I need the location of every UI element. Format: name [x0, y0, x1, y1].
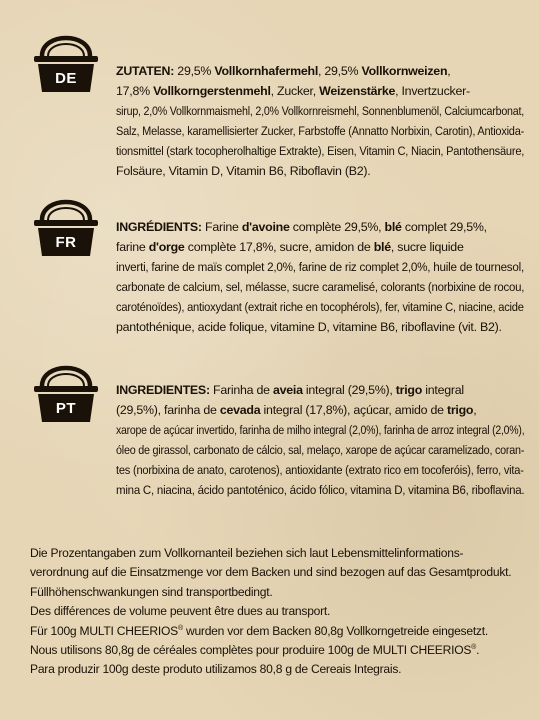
basket-icon-pt [30, 356, 102, 424]
text: 29,5% [174, 64, 215, 78]
text: tes (norbixina de anato, carotenos), antioxidante (extrato rico em tocoferóis), ferro, vita- [116, 463, 524, 477]
ingredient-line [116, 101, 524, 121]
ingredient-line [116, 317, 524, 337]
basket-icon-fr [30, 190, 102, 258]
ingredient-line [116, 257, 525, 277]
text: tionsmittel (stark tocopherolhaltige Extrakte), Eisen, Vitamin C, Niacin, Pantothensäure, [116, 144, 525, 158]
bold-text: Vollkorngerstenmehl [153, 84, 271, 98]
text: (29,5%), farinha de [116, 403, 220, 417]
text: integral (17,8%), açúcar, amido de [260, 403, 447, 417]
text: carbonate de calcium, sel, mélasse, sucre caramelisé, colorants (norbixine de rocou, [116, 280, 525, 294]
text: Salz, Melasse, karamellisierter Zucker, Farbstoffe (Annatto Norbixin, Carotin), Antioxida- [116, 124, 525, 138]
bold-text: INGRÉDIENTS: [116, 220, 202, 234]
basket-icon-de [30, 26, 102, 94]
bold-text: d'orge [148, 240, 185, 254]
ingredient-line [116, 420, 525, 440]
text: inverti, farine de maïs complet 2,0%, farine de riz complet 2,0%, huile de tournesol, [116, 260, 525, 274]
footer-line: Para produzir 100g deste produto utilizamos 80,8 g de Cereais Integrais. [30, 662, 402, 677]
text: , [473, 403, 477, 417]
bold-text: cevada [219, 403, 261, 417]
bold-text: ZUTATEN: [116, 64, 175, 78]
footer-line: Des différences de volume peuvent être dues au transport. [30, 604, 331, 619]
bold-text: blé [384, 220, 402, 234]
ingredient-line [116, 380, 524, 400]
ingredient-line [116, 121, 525, 141]
language-code: DE [55, 70, 77, 87]
bold-text: aveia [272, 383, 303, 397]
text: complète 29,5%, [289, 220, 385, 234]
ingredient-line [116, 277, 525, 297]
ingredient-line [116, 217, 524, 237]
language-code: PT [55, 400, 77, 417]
ingredient-line [116, 440, 525, 460]
ingredients-pt [116, 380, 524, 500]
ingredient-line [116, 161, 524, 181]
text: integral (29,5%), [302, 383, 396, 397]
footer-notes [30, 544, 520, 680]
ingredients-fr [116, 217, 524, 337]
ingredient-line [116, 297, 524, 317]
text: mina C, niacina, ácido pantoténico, ácido fólico, vitamina D, vitamina B6, riboflavina. [116, 483, 525, 497]
text: complète 17,8%, sucre, amidon de [184, 240, 374, 254]
bold-text: trigo [446, 403, 474, 417]
footer-line: Nous utilisons 80,8g de céréales complètes pour produire 100g de MULTI CHEERIOS®. [30, 643, 480, 658]
footer-line: verordnung auf die Einsatzmenge vor dem Backen und sind bezogen auf das Gesamtprodukt. [30, 565, 512, 580]
bold-text: Vollkornweizen [361, 64, 448, 78]
ingredient-line [116, 61, 524, 81]
text: caroténoïdes), antioxydant (extrait riche en tocophérols), fer, vitamine C, niacine, acide [116, 300, 524, 314]
text: pantothénique, acide folique, vitamine D, vitamine B6, riboflavine (vit. B2). [116, 320, 502, 334]
footer-line: Für 100g MULTI CHEERIOS® wurden vor dem Backen 80,8g Vollkorngetreide eingesetzt. [30, 623, 488, 638]
text: óleo de girassol, carbonato de cálcio, sal, melaço, xarope de açúcar caramelizado, coran- [116, 443, 525, 457]
text: Farine [201, 220, 242, 234]
footer-line: Füllhöhenschwankungen sind transportbedingt. [30, 584, 273, 599]
bold-text: d'avoine [241, 220, 290, 234]
text: , Invertzucker- [395, 84, 470, 98]
text: Folsäure, Vitamin D, Vitamin B6, Riboflavin (B2). [116, 164, 371, 178]
text: , 29,5% [318, 64, 362, 78]
text: Farinha de [209, 383, 273, 397]
text: integral [422, 383, 464, 397]
text: , sucre liquide [390, 240, 464, 254]
bold-text: trigo [395, 383, 423, 397]
ingredient-line [116, 460, 524, 480]
ingredient-line [116, 141, 525, 161]
text: , Zucker, [270, 84, 320, 98]
text: farine [116, 240, 149, 254]
language-code: FR [55, 234, 77, 251]
ingredient-line [116, 237, 524, 257]
bold-text: Vollkornhafermehl [214, 64, 319, 78]
ingredients-de [116, 61, 524, 181]
footer-line: Die Prozentangaben zum Vollkornanteil beziehen sich laut Lebensmittelinformations- [30, 546, 464, 560]
bold-text: blé [373, 240, 391, 254]
text: xarope de açúcar invertido, farinha de milho integral (2,0%), farinha de arroz integral (2,0%), [116, 423, 525, 437]
text: sirup, 2,0% Vollkornmaismehl, 2,0% Vollkornreismehl, Sonnenblumenöl, Calciumcarbonat, [116, 104, 524, 118]
bold-text: Weizenstärke [319, 84, 396, 98]
text: , [447, 64, 451, 78]
text: complet 29,5%, [401, 220, 487, 234]
ingredient-line [116, 400, 524, 420]
text: 17,8% [116, 84, 154, 98]
bold-text: INGREDIENTES: [116, 383, 210, 397]
ingredient-line [116, 480, 525, 500]
ingredient-line [116, 81, 524, 101]
